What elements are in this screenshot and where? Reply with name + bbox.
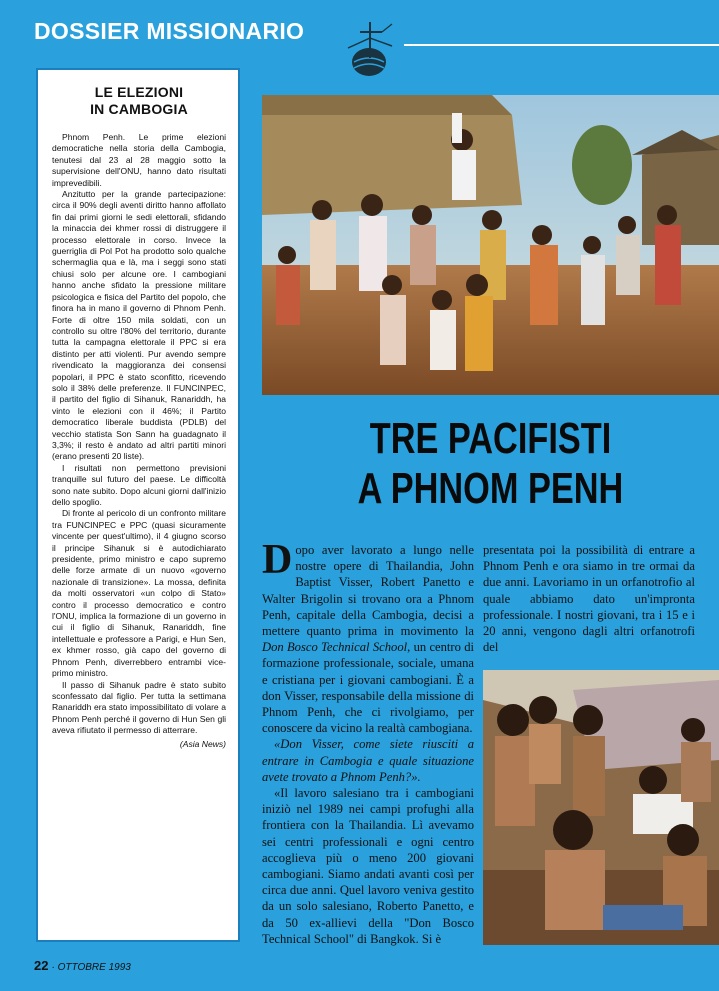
article-title-line2: A PHNOM PENH	[357, 464, 624, 513]
children-gathering-photo	[262, 95, 719, 395]
drop-cap: D	[262, 537, 293, 583]
page-number: 22	[34, 958, 49, 973]
sidebar-paragraph: Di fronte al pericolo di un confronto militare tra FUNCINPEC e PPC (quasi sicuramente vincente per quest'ultimo), il 4 giugno scorso il principe Sihanuk si è autodichiarato presidente, primo ministro e capo supremo delle forze armate di un nuovo «governo nazionale di transizione». La mossa, definita da molti osservatori «un colpo di Stato» contro il processo democratico e contro l'ONU, implica la formazione di un governo in cui il figlio di Sihanuk, Ranariddh, fine intellettuale e professore a Parigi, e Hun Sen, ex khmer rosso, già capo del governo di Phnom Penh, diverrebbero entrambi vice-primo ministro.	[52, 508, 226, 679]
article-p1-end: , un centro di formazione professionale, sociale, umana e cristiana per i giovani cambogiani. È a don Visser, responsabile della missione di Phnom Penh, che ci rivolgiamo, per conoscere da vicino la realtà cambogiana.	[262, 640, 474, 736]
article-column-1	[262, 537, 474, 962]
sidebar-box	[36, 68, 240, 942]
article-p1-italic: Don Bosco Technical School	[262, 640, 408, 655]
article-column-2-text: presentata poi la possibilità di entrare a Phnom Penh e ora siamo in tre ormai da due anni. Lavoriamo in un orfanotrofio al quale abbiamo dato un'impronta professionale. I nostri giovani, tra i 15 e i 20 anni, vengono dagli altri orfanotrofi del	[483, 543, 695, 655]
sidebar-title-line2: IN CAMBOGIA	[90, 101, 188, 117]
article-paragraph-1	[262, 537, 474, 736]
article-question: «Don Visser, come siete riusciti a entrare in Cambogia e quale situazione avete trovato a Phnom Penh?».	[262, 737, 474, 784]
sidebar-paragraph: Il passo di Sihanuk padre è stato subito sconfessato dal figlio. Per tutta la settimana Ranariddh era stato impossibilitato di volare a Phnom Penh perché il governo di Hun Sen gli aveva rifiutato il permesso di atterrare.	[52, 679, 226, 736]
article-column-2	[483, 542, 695, 672]
issue-date: · OTTOBRE 1993	[51, 962, 131, 973]
sidebar-title	[52, 84, 226, 118]
sidebar-source: (Asia News)	[179, 738, 226, 749]
camp-group-photo	[483, 670, 719, 945]
article-paragraph-3: «Il lavoro salesiano tra i cambogiani iniziò nel 1989 nei campi profughi alla frontiera con la Thailandia. Lì avevamo sei centri professionali e ogni centro accoglieva più o meno 200 giovani cambogiani. Siamo andati avanti così per circa due anni. Quel lavoro veniva gestito da un solo salesiano, Roberto Panetto, e da 50 ex-allievi della "Don Bosco Technical School" di Bangkok. Si è	[262, 786, 474, 946]
article-p1-text: opo aver lavorato a lungo nelle nostre opere di Thailandia, John Baptist Visser, Robert Panetto e Walter Brigolin si trovano ora a Phnom Penh, capitale della Cambogia, decisi a mettere quanto prima in movimento la	[262, 543, 474, 639]
article-paragraph-2	[262, 736, 474, 785]
sidebar-title-line1: LE ELEZIONI	[94, 84, 184, 100]
article-title	[312, 414, 668, 514]
article-title-line1: TRE PACIFISTI	[369, 414, 612, 463]
page-footer	[34, 958, 131, 973]
children-gathering-illustration	[262, 95, 719, 395]
header-section-title: DOSSIER MISSIONARIO	[34, 18, 305, 44]
sidebar-paragraph: Anzitutto per la grande partecipazione: circa il 90% degli aventi diritto hanno affollato fin dai primi giorni le sedi elettorali, sfidando la minaccia dei khmer rossi di distruggere il processo elettorale in corso. Invece la guerriglia di Pol Pot ha prodotto solo qualche schermaglia qua e là, ma i seggi sono stati chiusi solo per alcune ore. I cambogiani hanno anche sfidato la pressione militare psicologica e fisica del Partito del popolo, che finora ha in mano il governo di Phnom Penh. Forte di oltre 150 mila soldati, con un controllo su oltre l'80% del territorio, durante tutta la campagna elettorale il PPC si era distinto per atti violenti. Pur avendo sempre rivendicato la maggioranza dei consensi popolari, il PPC è stato sconfitto, ricevendo solo il 38% delle preferenze. Il FUNCINPEC, il partito del figlio di Sihanuk, Ranariddh, ha vinto le elezioni con il 46%; il Partito democratico liberale buddista (PDLB) del vecchio statista Son Sann ha guadagnato il 3,3%; il resto è andato ad altri partiti minori (erano presenti 20 liste).	[52, 189, 226, 462]
header-rule	[404, 44, 719, 46]
camp-group-illustration	[483, 670, 719, 945]
sidebar-paragraph: Phnom Penh. Le prime elezioni democratiche nella storia della Cambogia, tenutesi dal 23 al 28 maggio sotto la supervisione dell'ONU, hanno dato risultati imprevedibili.	[52, 132, 226, 188]
missionary-emblem-icon	[342, 18, 402, 80]
sidebar-paragraph: I risultati non permettono previsioni tranquille sul futuro del paese. Le difficoltà sono nate subito. Dopo alcuni giorni dall'inizio dello spoglio.	[52, 462, 226, 507]
